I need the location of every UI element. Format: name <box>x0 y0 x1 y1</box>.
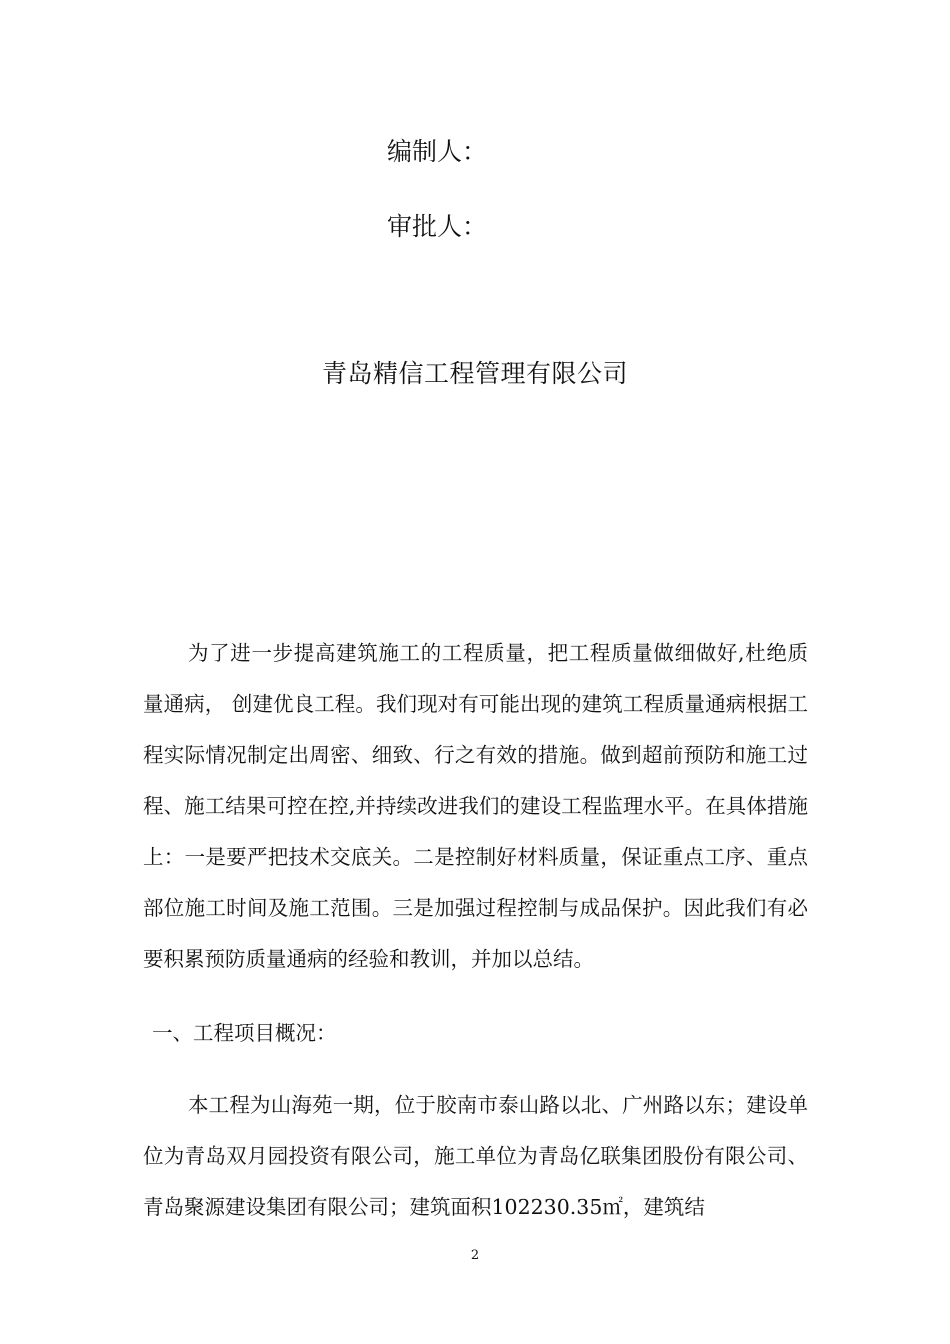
compiler-label: 编制人： <box>387 137 488 166</box>
section-heading: 一、工程项目概况： <box>152 1021 337 1045</box>
intro-paragraph: 为了进一步提高建筑施工的工程质量，把工程质量做细做好,杜绝质量通病， 创建优良工程。我们现对有可能出现的建筑工程质量通病根据工程实际情况制定出周密、细致、行之有效的措施。做到超前预防和施工过程、施工结果可控在控,并持续改进我们的建设工程监理水平。在具体措施上：一是要严把技术交底关。二是控制好材料质量，保证重点工序、重点部位施工时间及施工范围。三是加强过程控制与成品保护。因此我们有必要积累预防质量通病的经验和教训，并加以总结。 <box>143 640 808 971</box>
approver-label: 审批人： <box>387 212 488 241</box>
project-overview-paragraph: 本工程为山海苑一期，位于胶南市泰山路以北、广州路以东；建设单位为青岛双月园投资有限公司，施工单位为青岛亿联集团股份有限公司、青岛聚源建设集团有限公司；建筑面积102230.35㎡，建筑结 <box>143 1092 808 1219</box>
page-number: 2 <box>470 1248 480 1263</box>
company-name: 青岛精信工程管理有限公司 <box>321 359 628 388</box>
